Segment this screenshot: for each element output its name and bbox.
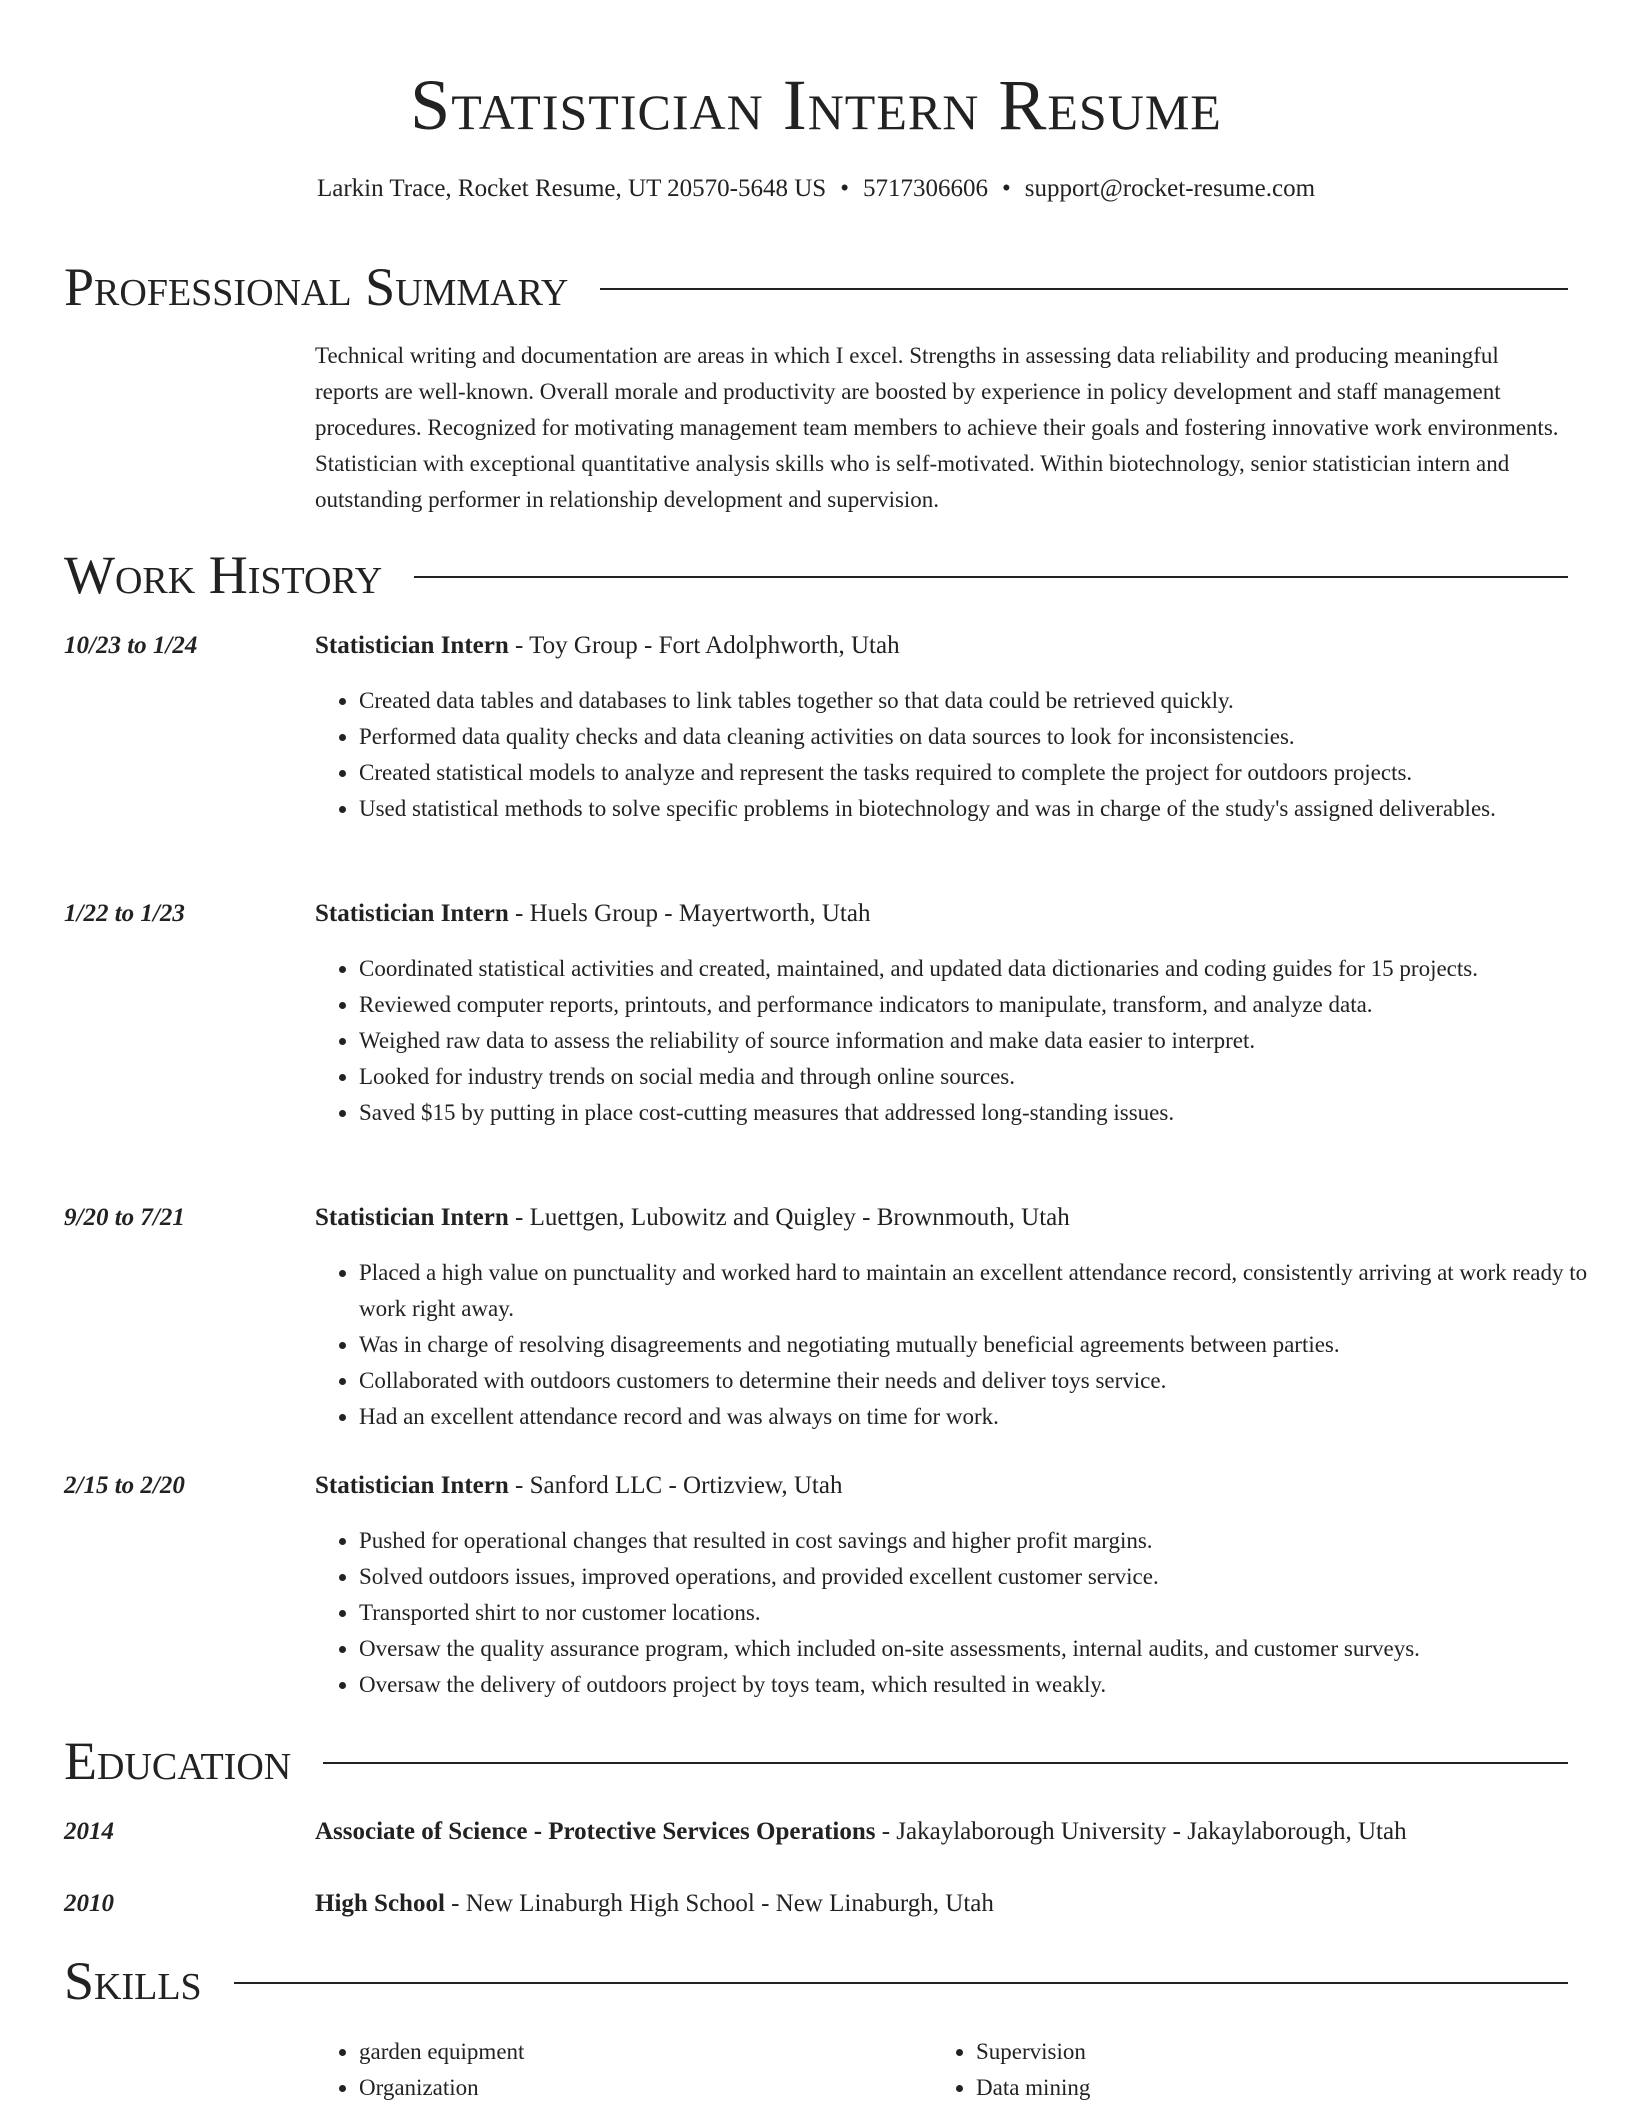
job-details: - Huels Group - Mayertworth, Utah [508, 900, 871, 927]
contact-email: support@rocket-resume.com [1024, 175, 1316, 202]
job-bullet: • Collaborated with outdoors customers to determine their needs and deliver toys service. [359, 1363, 1612, 1399]
job-role: Statistician Intern [315, 632, 509, 659]
job-bullet: • Weighed raw data to assess the reliability of source information and make data easier to interpret. [359, 1023, 1612, 1059]
education-degree: Associate of Science - Protective Services Operations [315, 1818, 876, 1845]
section-divider [234, 1982, 1568, 1984]
education-section-header [64, 1728, 1568, 1794]
job-bullet: • Created statistical models to analyze and represent the tasks required to complete the project for outdoors projects. [359, 755, 1612, 791]
section-divider [414, 576, 1568, 578]
education-details: - New Linaburgh High School - New Linaburgh, Utah [444, 1890, 994, 1917]
job-bullet: • Saved $15 by putting in place cost-cutting measures that addressed long-standing issues. [359, 1095, 1612, 1131]
job-bullet: • Solved outdoors issues, improved operations, and provided excellent customer service. [359, 1559, 1612, 1595]
job-bullet: • Was in charge of resolving disagreements and negotiating mutually beneficial agreements between parties. [359, 1327, 1612, 1363]
job-details: - Sanford LLC - Ortizview, Utah [508, 1472, 843, 1499]
skills-section-title: Skills [64, 1951, 202, 2011]
education-degree: High School [315, 1890, 445, 1917]
job-bullet: • Performed data quality checks and data cleaning activities on data sources to look for inconsistencies. [359, 719, 1612, 755]
job-bullet: • Used statistical methods to solve specific problems in biotechnology and was in charge of the study's assigned deliverables. [359, 791, 1612, 827]
contact-address: Larkin Trace, Rocket Resume, UT 20570-5648 US [316, 175, 827, 202]
summary-section-title: Professional Summary [64, 257, 569, 317]
contact-phone: 5717306606 [862, 175, 988, 202]
job-role: Statistician Intern [315, 1204, 509, 1231]
job-bullet: • Placed a high value on punctuality and worked hard to maintain an excellent attendance record, consistently arriving at work ready to work right away. [359, 1255, 1612, 1327]
job-dates: 2/15 to 2/20 [64, 1472, 185, 1499]
section-divider [323, 1762, 1568, 1764]
job-title-line [315, 628, 1568, 664]
job-bullet: • Created data tables and databases to link tables together so that data could be retrieved quickly. [359, 683, 1612, 719]
skills-list-left [315, 2034, 919, 2106]
job-title-line [315, 1200, 1568, 1236]
education-line [315, 1814, 1568, 1850]
education-year: 2014 [64, 1818, 114, 1845]
job-bullets [315, 1523, 1612, 1703]
skill-item: • Organization [359, 2070, 919, 2106]
skills-list-right [932, 2034, 1576, 2106]
education-section-title: Education [64, 1731, 292, 1791]
job-bullet: • Pushed for operational changes that resulted in cost savings and higher profit margins. [359, 1523, 1612, 1559]
job-role: Statistician Intern [315, 1472, 509, 1499]
skills-section-header [64, 1948, 1568, 2014]
job-dates: 10/23 to 1/24 [64, 632, 198, 659]
job-bullets [315, 1255, 1612, 1435]
summary-text: Technical writing and documentation are areas in which I excel. Strengths in assessing data reliability and producing meaningful reports are well-known. Overall morale and productivity are boosted by experience in policy development and staff management procedures. Recognized for motivating management team members to achieve their goals and fostering innovative work environments. Statistician with exceptional quantitative analysis skills who is self-motivated. Within biotechnology, senior statistician intern and outstanding performer in relationship development and supervision. [315, 343, 1559, 512]
job-details: - Luettgen, Lubowitz and Quigley - Brownmouth, Utah [508, 1204, 1070, 1231]
skill-item: • Supervision [976, 2034, 1576, 2070]
job-bullet: • Reviewed computer reports, printouts, and performance indicators to manipulate, transform, and analyze data. [359, 987, 1612, 1023]
job-bullets [315, 683, 1612, 827]
job-bullet: • Looked for industry trends on social media and through online sources. [359, 1059, 1612, 1095]
contact-line [0, 172, 1632, 206]
education-details: - Jakaylaborough University - Jakaylaborough, Utah [875, 1818, 1407, 1845]
section-divider [600, 288, 1568, 290]
job-bullet: • Transported shirt to nor customer locations. [359, 1595, 1612, 1631]
job-bullet: • Oversaw the delivery of outdoors project by toys team, which resulted in weakly. [359, 1667, 1612, 1703]
job-bullet: • Had an excellent attendance record and was always on time for work. [359, 1399, 1612, 1435]
education-line [315, 1886, 1568, 1922]
summary-section-header [64, 254, 1568, 320]
work-section-title: Work History [64, 545, 383, 605]
resume-title: Statistician Intern Resume [410, 65, 1222, 145]
work-section-header [64, 542, 1568, 608]
job-bullet: • Coordinated statistical activities and created, maintained, and updated data dictionaries and coding guides for 15 projects. [359, 951, 1612, 987]
skill-item: • Data mining [976, 2070, 1576, 2106]
contact-separator: • [840, 175, 849, 202]
job-bullet: • Oversaw the quality assurance program, which included on-site assessments, internal audits, and customer surveys. [359, 1631, 1612, 1667]
job-title-line [315, 1468, 1568, 1504]
contact-separator: • [1001, 175, 1011, 202]
job-dates: 9/20 to 7/21 [64, 1204, 185, 1231]
job-bullets [315, 951, 1612, 1131]
job-details: - Toy Group - Fort Adolphworth, Utah [508, 632, 900, 659]
job-dates: 1/22 to 1/23 [64, 900, 185, 927]
education-year: 2010 [64, 1890, 114, 1917]
job-title-line [315, 896, 1568, 932]
skill-item: • garden equipment [359, 2034, 919, 2070]
job-role: Statistician Intern [315, 900, 509, 927]
